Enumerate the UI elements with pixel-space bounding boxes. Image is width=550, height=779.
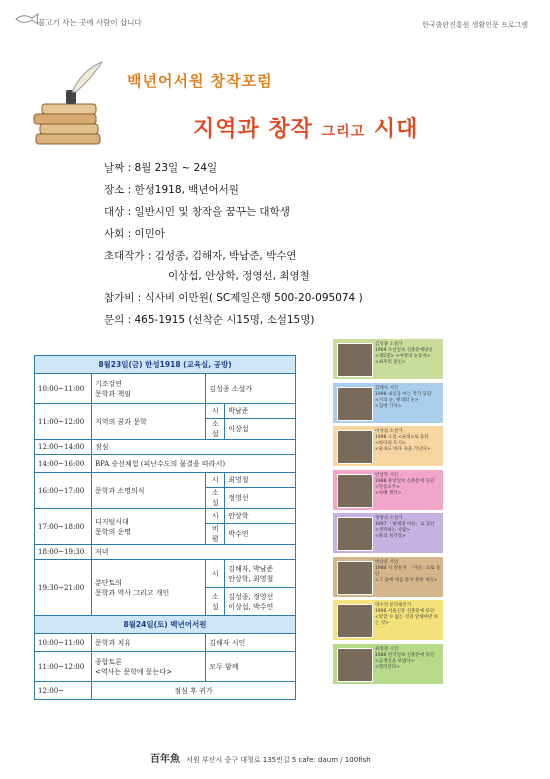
- speaker-text: 정영선 소설가 1997 「평택의 아들」로 등단 <생각하는 사람> <물의 정거장>: [375, 516, 435, 539]
- speaker-text: 박수연 문학평론가 1996 서울신문 신춘문예 등단 <말할 수 없는 것과 말해야만 하는 것>: [375, 603, 439, 626]
- speaker-photo: [337, 517, 373, 551]
- speaker-text: 안상학 시인 1988 중앙일보 신춘문예 등단 <안동소주> <아배 생각>: [375, 472, 435, 496]
- speaker-card: [333, 644, 443, 684]
- event-host: 사회 : 이민아: [104, 228, 165, 240]
- table-row: 10:00~11:00 기조강연 문학과 책임 김성종 소설가: [35, 374, 296, 404]
- forum-title: 백년어서원 창작포럼: [127, 72, 273, 90]
- speaker-photo: [337, 561, 373, 595]
- speaker-card: [333, 426, 443, 466]
- table-row: 18:00~19:30 저녁: [35, 545, 296, 560]
- event-contact: 문의 : 465-1915 (선착순 시15명, 소설15명): [104, 314, 315, 326]
- event-guests-1: 초대작가 : 김성종, 김해자, 박남준, 박수연: [104, 250, 297, 262]
- event-date: 날짜 : 8월 23일 ~ 24일: [104, 162, 218, 174]
- table-row: 소설 김성종, 정영선 이상섭, 박수연: [35, 588, 296, 616]
- table-row: 10:00~11:00 문학과 치유 김해자 시인: [35, 634, 296, 652]
- title-part-b: 그리고: [321, 124, 366, 140]
- speaker-photo: [337, 343, 373, 377]
- table-row: 14:00~16:00 BPA 승선체험 (피난수도의 물결을 따라서): [35, 455, 296, 473]
- speaker-text: 이상섭 소설가 1998 소설 <술래>로 등단 <바다의 도시> <물속도 바다 속을 거닌다>: [375, 429, 431, 452]
- footer-address: 서원 부산시 중구 대청로 135번길 5 cafe: daum / 100fish: [186, 756, 371, 764]
- speaker-text: 김성종 소설가 1969 조선일보 신춘문예당선 <제5열> <여명의 눈동자> <최후의 증인>: [375, 342, 433, 365]
- speaker-card: [333, 383, 443, 423]
- table-row: 11:00~12:00 지역의 꿈과 문학 시 박남준: [35, 404, 296, 419]
- footer-logo: 百年魚: [150, 754, 180, 765]
- table-row: 비평 박수연: [35, 524, 296, 545]
- fish-logo-icon: [14, 13, 40, 25]
- table-row: 17:00~18:00 디지털시대 문학의 운명 시 안상학: [35, 509, 296, 524]
- table-row: 12:00~ 점심 후 귀가: [35, 682, 296, 700]
- speaker-text: 최영철 시인 1986 한국일보 신춘문예 등단 <금정산을 보냈다> <찔러본다>: [375, 646, 435, 670]
- speaker-photo: [337, 474, 373, 508]
- table-row: 19:30~21:00 분단토의 문학과 역사 그리고 개인 시 김해자, 박남준 안상학, 최영철: [35, 560, 296, 588]
- speaker-photo: [337, 604, 373, 638]
- speaker-text: 김해자 시인 1998 내일을 여는 작가 등단 <시의 눈, 벌레의 눈> <집에 가자>: [375, 385, 432, 409]
- day1-header: 8월23일(금) 한성1918 (교육실, 공방): [35, 356, 296, 374]
- title-part-a: 지역과 창작: [193, 117, 313, 142]
- table-row: 소설 정영선: [35, 488, 296, 509]
- event-guests-2: 이상섭, 안상학, 정영선, 최영철: [168, 270, 310, 282]
- event-fee: 참가비 : 식사비 이만원( SC제일은행 500-20-095074 ): [104, 292, 363, 304]
- title-part-c: 시대: [373, 117, 419, 142]
- table-row: 12:00~14:00 점심: [35, 440, 296, 455]
- speaker-photo: [337, 430, 373, 464]
- speaker-text: 박남준 시인 1984 시 전문지 「시인」으로 등단 <그 숲에 새를 묻지 못한 새들>: [375, 559, 441, 583]
- speaker-photo: [337, 387, 373, 421]
- speaker-card: [333, 339, 443, 379]
- event-target: 대상 : 일반시민 및 창작을 꿈꾸는 대학생: [104, 206, 290, 218]
- event-place: 장소 : 한성1918, 백년어서원: [104, 184, 239, 196]
- schedule-table: [34, 355, 296, 700]
- speaker-card: [333, 600, 443, 640]
- speakers-list: [333, 339, 443, 687]
- table-row: 16:00~17:00 문학과 소명의식 시 최영철: [35, 473, 296, 488]
- tagline: 물고기 사는 곳에 사람이 삽니다: [38, 18, 142, 27]
- footer: [150, 750, 371, 765]
- speaker-card: [333, 470, 443, 510]
- table-row: 11:00~12:00 종합토론 <역사는 문학에 묻는다> 모두 함께: [35, 652, 296, 682]
- books-quill-illustration: [30, 60, 114, 148]
- forum-main-title: [193, 112, 418, 143]
- program-name: 한국출판진흥원 생활인문 프로그램: [422, 21, 528, 29]
- table-row: 소설 이상섭: [35, 419, 296, 440]
- speaker-photo: [337, 648, 373, 682]
- speaker-card: [333, 513, 443, 553]
- speaker-card: [333, 557, 443, 597]
- day2-header: 8월24일(토) 백년어서원: [35, 616, 296, 634]
